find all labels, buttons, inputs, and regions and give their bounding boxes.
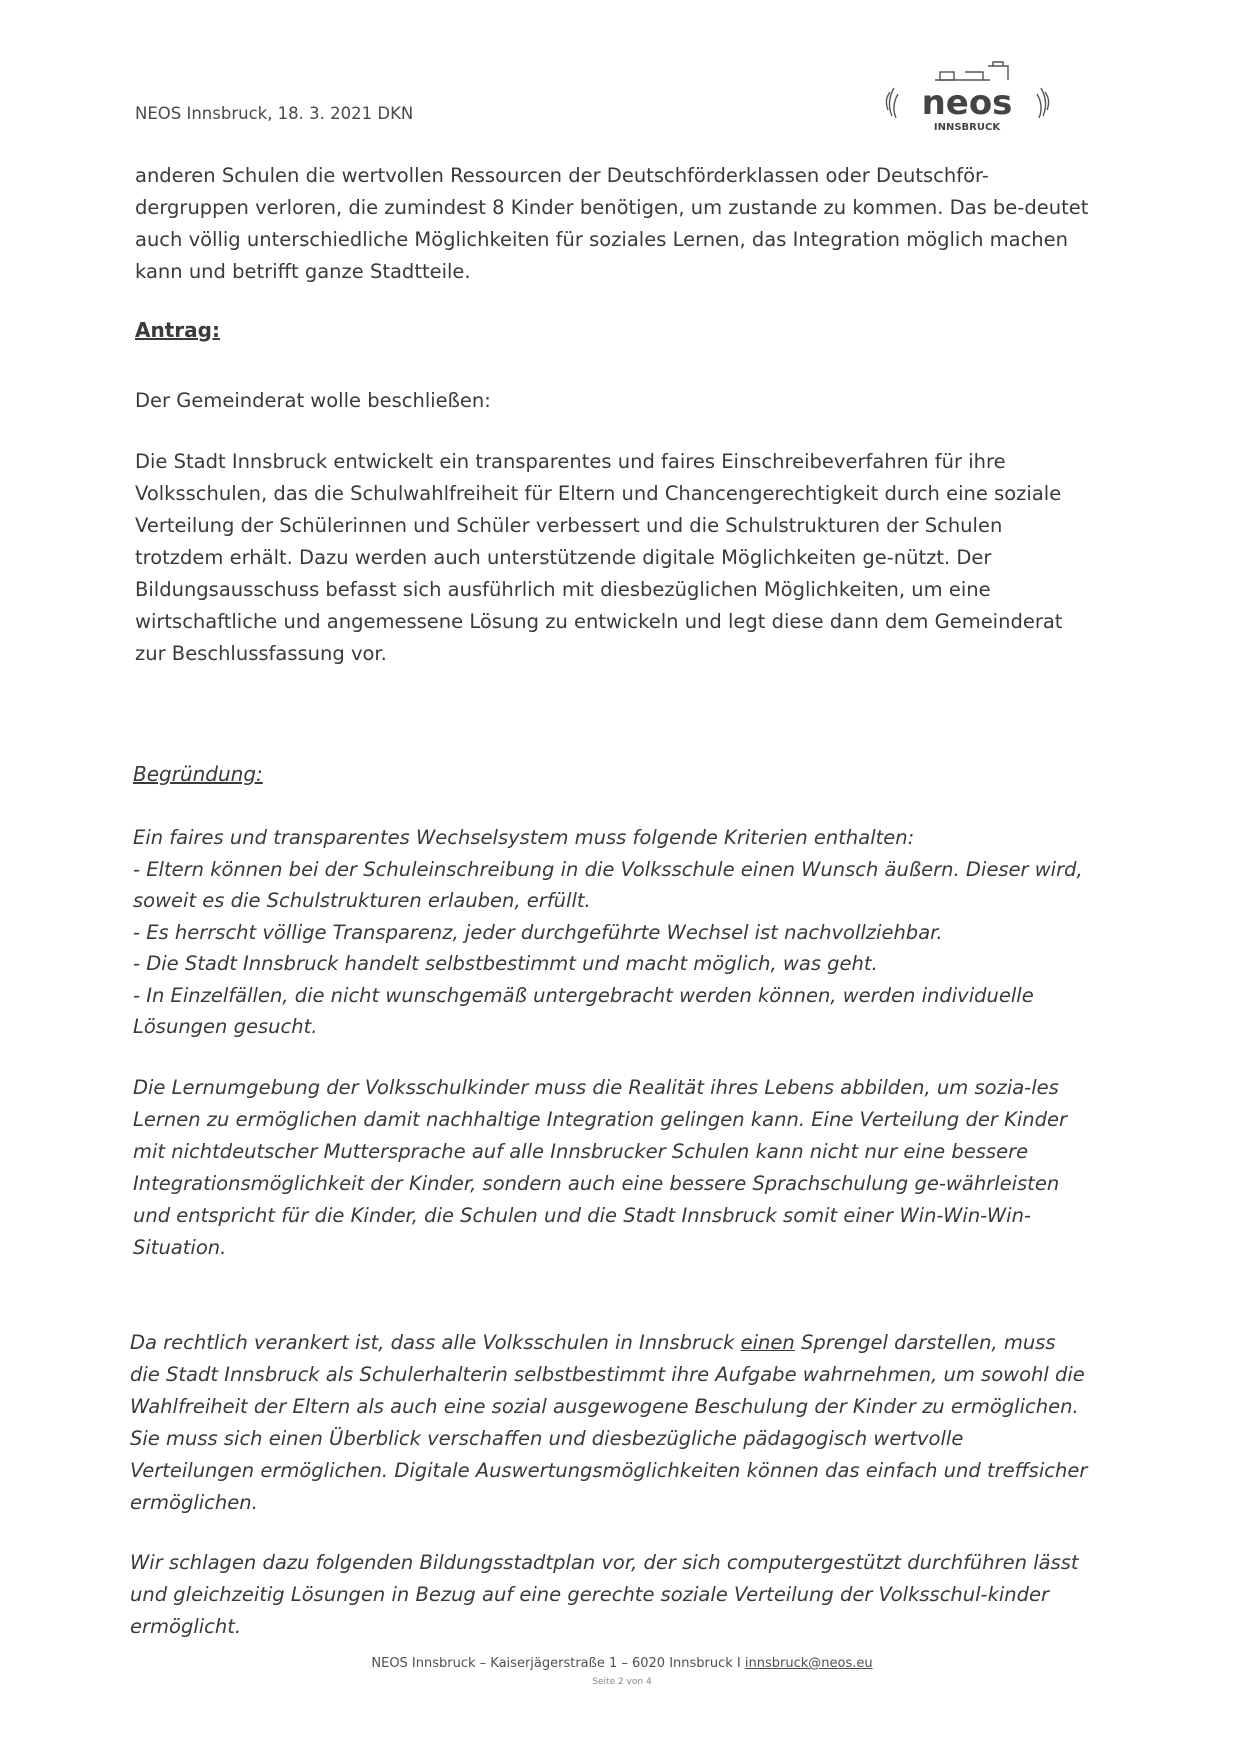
begruendung-heading: Begründung: <box>133 762 263 786</box>
motion-lead-paragraph: Der Gemeinderat wolle beschließen: <box>135 389 491 412</box>
intro-paragraph: anderen Schulen die wertvollen Ressourcen der Deutschförderklassen oder Deutschför-dergruppen verloren, die zumindest 8 Kinder benötigen, um zustande zu kommen. Das be-deutet auch völlig unterschiedliche Möglichkeiten für soziales Lernen, das Integration möglich machen kann und betrifft ganze Stadtteile. <box>135 164 1089 283</box>
motion-paragraph: Die Stadt Innsbruck entwickelt ein transparentes und faires Einschreibeverfahren für ihre Volksschulen, das die Schulwahlfreiheit für Eltern und Chancengerechtigkeit durch eine soziale Verteilung der Schülerinnen und Schüler verbessert und die Schulstrukturen der Schulen trotzdem erhält. Dazu werden auch unterstützende digitale Möglichkeiten ge-nützt. Der Bildungsausschuss befasst sich ausführlich mit diesbezüglichen Möglichkeiten, um eine wirtschaftliche und angemessene Lösung zu entwickeln und legt diese dann dem Gemeinderat zur Beschlussfassung vor. <box>135 450 1063 665</box>
logo-subtitle: INNSBRUCK <box>933 122 1001 133</box>
criteria-item: - Die Stadt Innsbruck handelt selbstbestimmt und macht möglich, was geht. <box>133 952 878 975</box>
underlined-word: einen <box>740 1331 795 1354</box>
criteria-item: - Es herrscht völlige Transparenz, jeder durchgeführte Wechsel ist nachvollziehbar. <box>133 920 943 944</box>
antrag-heading: Antrag: <box>135 318 220 342</box>
logo-wordmark: neos <box>921 83 1013 123</box>
document-header-date: NEOS Innsbruck, 18. 3. 2021 DKN <box>135 104 414 123</box>
criteria-item: - Eltern können bei der Schuleinschreibung in die Volksschule einen Wunsch äußern. Dieser wird, soweit es die Schulstrukturen erlauben, erfüllt. <box>133 857 1083 912</box>
criteria-intro: Ein faires und transparentes Wechselsystem muss folgende Kriterien enthalten: <box>133 826 915 849</box>
criteria-block <box>133 822 1093 1043</box>
footer-address: NEOS Innsbruck – Kaiserjägerstraße 1 – 6020 Innsbruck I <box>371 1656 745 1671</box>
proposal-paragraph: Wir schlagen dazu folgenden Bildungsstadtplan vor, der sich computergestützt durchführen lässt und gleichzeitig Lösungen in Bezug auf eine gerechte soziale Verteilung der Volksschul-kinder ermöglicht. <box>130 1551 1079 1638</box>
page-footer <box>0 1656 1244 1671</box>
legal-basis-text-start: Da rechtlich verankert ist, dass alle Volksschulen in Innsbruck <box>130 1331 741 1354</box>
legal-basis-paragraph <box>130 1327 1090 1519</box>
legal-basis-text-end: Sprengel darstellen, muss die Stadt Innsbruck als Schulerhalterin selbstbestimmt ihre Aufgabe wahrnehmen, um sowohl die Wahlfreiheit der Eltern als auch eine sozial ausgewogene Beschulung der Kinder zu ermöglichen. Sie muss sich einen Überblick verschaffen und diesbezügliche pädagogisch wertvolle Verteilungen ermöglichen. Digitale Auswertungsmöglichkeiten können das einfach und treffsicher ermöglichen. <box>130 1331 1088 1514</box>
learning-environment-paragraph: Die Lernumgebung der Volksschulkinder muss die Realität ihres Lebens abbilden, um sozia-les Lernen zu ermöglichen damit nachhaltige Integration gelingen kann. Eine Verteilung der Kinder mit nichtdeutscher Muttersprache auf alle Innsbrucker Schulen kann nicht nur eine bessere Integrationsmöglichkeit der Kinder, sondern auch eine bessere Sprachschulung ge-währleisten und entspricht für die Kinder, die Schulen und die Stadt Innsbruck somit einer Win-Win-Win-Situation. <box>133 1076 1068 1259</box>
footer-email-link[interactable]: innsbruck@neos.eu <box>744 1656 873 1671</box>
criteria-item: - In Einzelfällen, die nicht wunschgemäß untergebracht werden können, werden individuelle Lösungen gesucht. <box>133 983 1034 1038</box>
page-number: Seite 2 von 4 <box>592 1677 652 1687</box>
neos-logo <box>880 58 1055 140</box>
neos-logo-graphic <box>880 58 1055 140</box>
